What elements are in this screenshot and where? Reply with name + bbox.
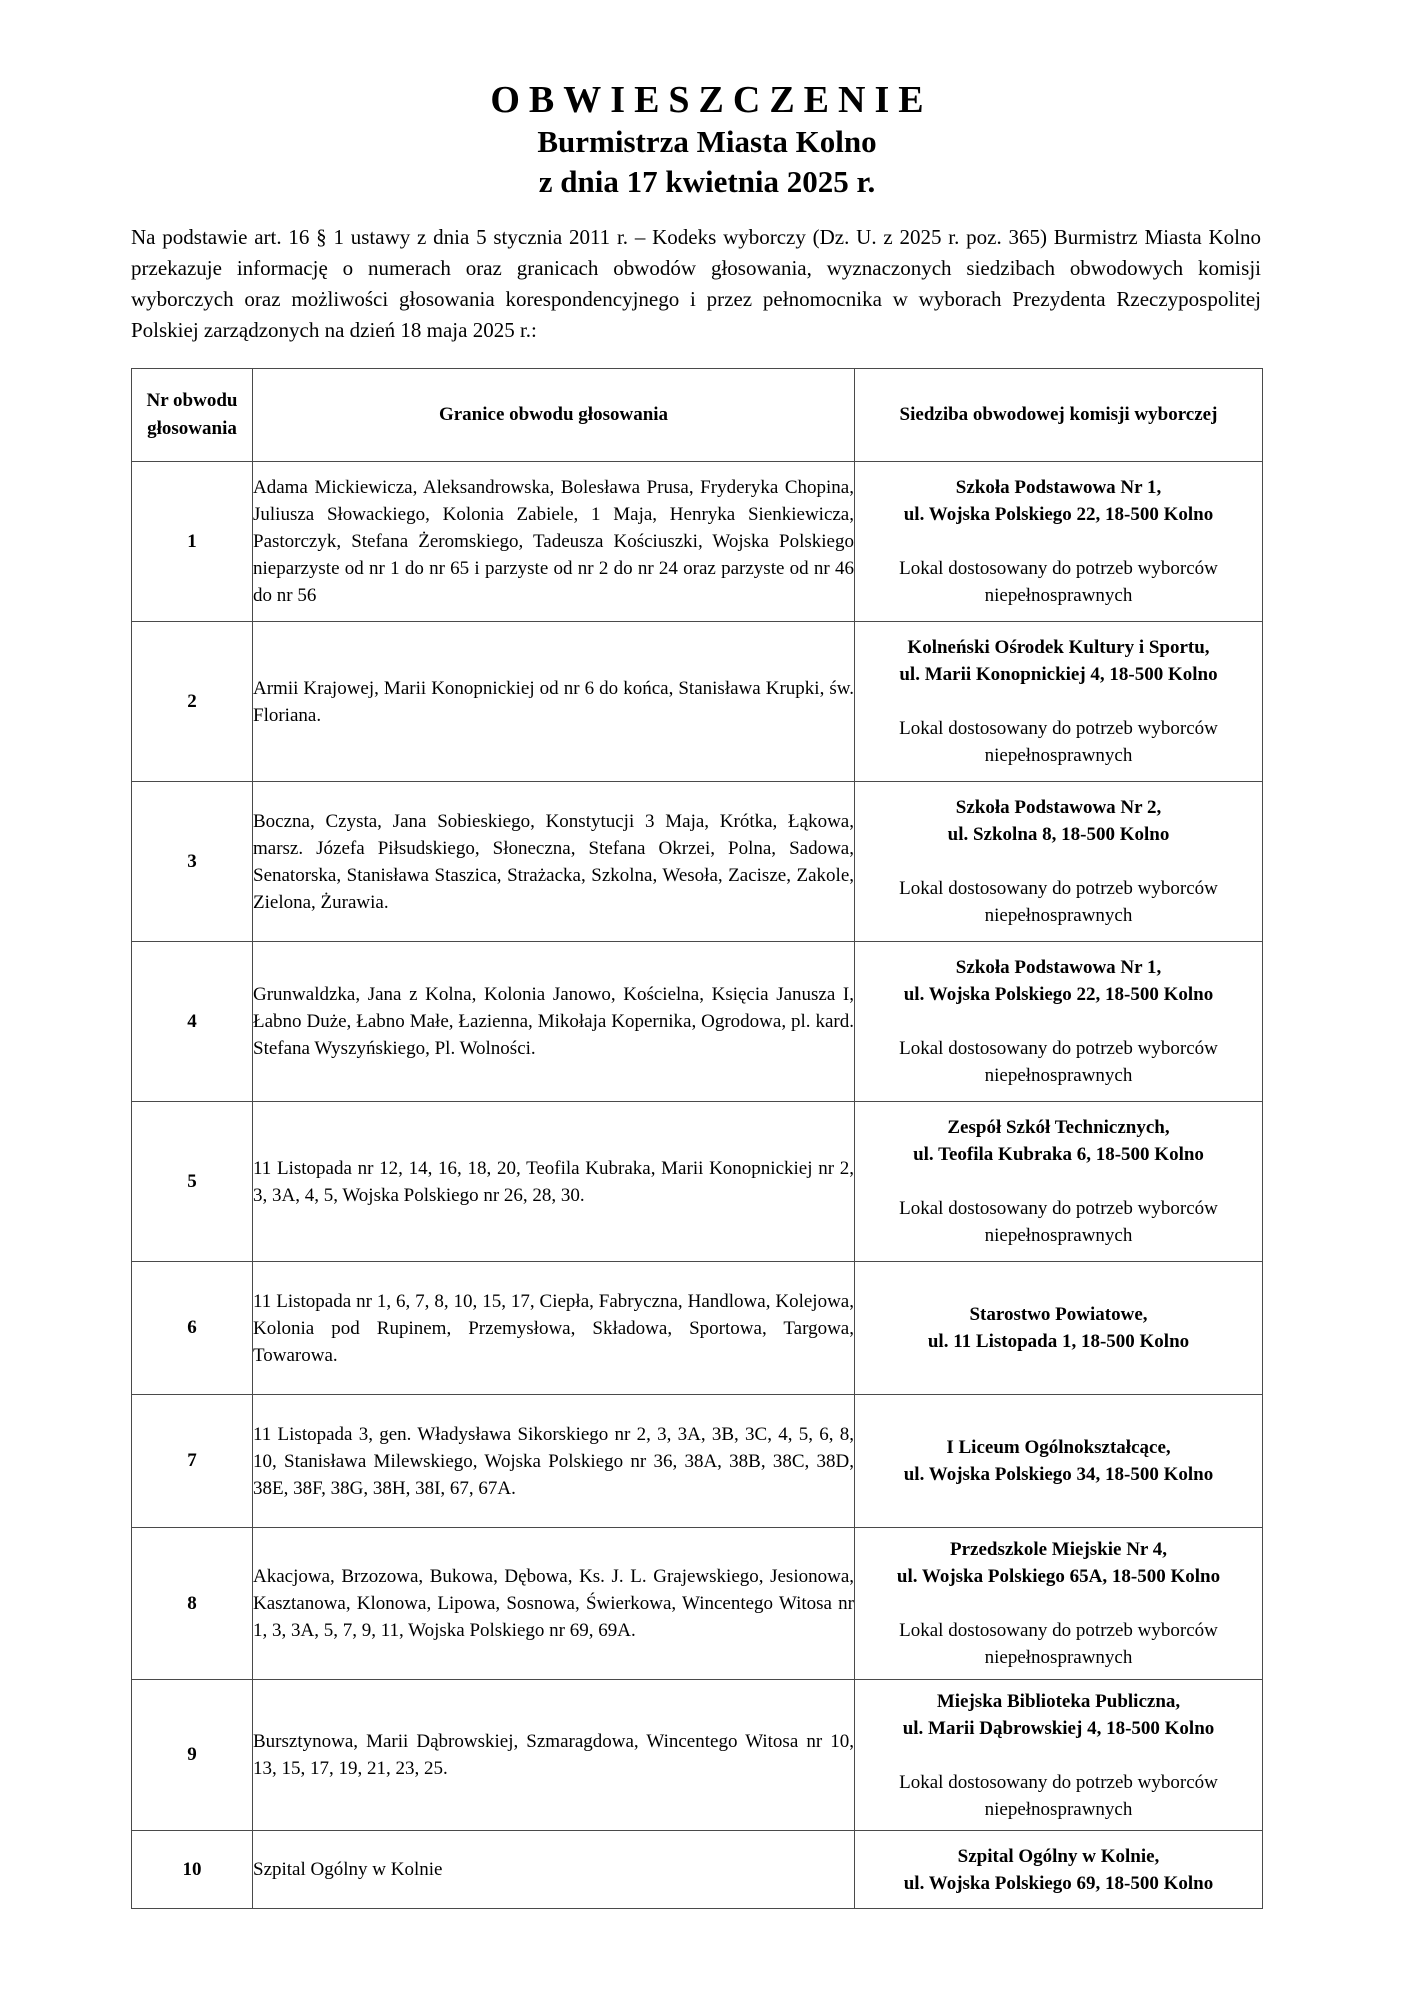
accessibility-note: Lokal dostosowany do potrzeb wyborców niepełnosprawnych	[899, 1771, 1218, 1820]
document-title: OBWIESZCZENIE	[490, 79, 933, 121]
district-boundaries: 11 Listopada nr 1, 6, 7, 8, 10, 15, 17, Ciepła, Fabryczna, Handlowa, Kolejowa, Kolonia pod Rupinem, Przemysłowa, Składowa, Sportowa, Targowa, Towarowa.	[253, 1262, 855, 1395]
table-row	[132, 782, 1263, 942]
seat-address: ul. Szkolna 8, 18-500 Kolno	[947, 824, 1170, 845]
district-boundaries: Akacjowa, Brzozowa, Bukowa, Dębowa, Ks. J. L. Grajewskiego, Jesionowa, Kasztanowa, Klonowa, Lipowa, Sosnowa, Świerkowa, Wincentego Witosa nr 1, 3, 3A, 5, 7, 9, 11, Wojska Polskiego nr 69, 69A.	[253, 1528, 855, 1680]
seat-spacer	[855, 1008, 1262, 1035]
seat-address: ul. Wojska Polskiego 69, 18-500 Kolno	[903, 1872, 1214, 1894]
district-boundaries: Bursztynowa, Marii Dąbrowskiej, Szmaragdowa, Wincentego Witosa nr 10, 13, 15, 17, 19, 21, 23, 25.	[253, 1680, 855, 1831]
district-boundaries: Boczna, Czysta, Jana Sobieskiego, Konstytucji 3 Maja, Krótka, Łąkowa, marsz. Józefa Piłsudskiego, Słoneczna, Stefana Okrzei, Polna, Sadowa, Senatorska, Stanisława Staszica, Strażacka, Szkolna, Wesoła, Zacisze, Zakole, Zielona, Żurawia.	[253, 782, 855, 942]
seat-name: Szpital Ogólny w Kolnie,	[957, 1845, 1160, 1867]
district-number: 5	[132, 1102, 253, 1262]
table-row	[132, 622, 1263, 782]
seat-name: Szkoła Podstawowa Nr 2,	[955, 797, 1162, 818]
seat-spacer	[855, 1742, 1262, 1769]
district-boundaries: Adama Mickiewicza, Aleksandrowska, Bolesława Prusa, Fryderyka Chopina, Juliusza Słowackiego, Kolonia Zabiele, 1 Maja, Henryka Sienkiewicza, Pastorczyk, Stefana Żeromskiego, Tadeusza Kościuszki, Wojska Polskiego nieparzyste od nr 1 do nr 65 i parzyste od nr 2 do nr 24 oraz parzyste od nr 46 do nr 56	[253, 462, 855, 622]
seat-address: ul. Marii Konopnickiej 4, 18-500 Kolno	[899, 664, 1218, 685]
accessibility-note: Lokal dostosowany do potrzeb wyborców niepełnosprawnych	[899, 1038, 1218, 1086]
district-number: 1	[132, 462, 253, 622]
accessibility-note: Lokal dostosowany do potrzeb wyborców niepełnosprawnych	[899, 718, 1218, 766]
header-nr: Nr obwodu głosowania	[132, 369, 253, 462]
seat-name: Starostwo Powiatowe,	[969, 1304, 1148, 1325]
seat-spacer	[855, 1168, 1262, 1195]
commission-seat	[855, 1262, 1263, 1395]
intro-paragraph: Na podstawie art. 16 § 1 ustawy z dnia 5 stycznia 2011 r. – Kodeks wyborczy (Dz. U. z 2025 r. poz. 365) Burmistrz Miasta Kolno przekazuje informację o numerach oraz granicach obwodów głosowania, wyznaczonych siedzibach obwodowych komisji wyborczych oraz możliwości głosowania korespondencyjnego i przez pełnomocnika w wyborach Prezydenta Rzeczypospolitej Polskiej zarządzonych na dzień 18 maja 2025 r.:	[131, 225, 1261, 342]
seat-address: ul. Teofila Kubraka 6, 18-500 Kolno	[913, 1144, 1204, 1165]
seat-address: ul. Wojska Polskiego 65A, 18-500 Kolno	[896, 1566, 1221, 1587]
commission-seat	[855, 1680, 1263, 1831]
seat-name: Przedszkole Miejskie Nr 4,	[949, 1539, 1168, 1560]
district-number: 7	[132, 1395, 253, 1528]
seat-name: Kolneński Ośrodek Kultury i Sportu,	[907, 637, 1210, 658]
commission-seat	[855, 622, 1263, 782]
seat-spacer	[855, 528, 1262, 555]
commission-seat	[855, 942, 1263, 1102]
seat-address: ul. Wojska Polskiego 22, 18-500 Kolno	[903, 984, 1214, 1005]
seat-name: Szkoła Podstawowa Nr 1,	[955, 957, 1162, 978]
seat-name: Zespół Szkół Technicznych,	[947, 1117, 1170, 1138]
district-number: 8	[132, 1528, 253, 1680]
commission-seat	[855, 1102, 1263, 1262]
commission-seat	[855, 462, 1263, 622]
district-number: 4	[132, 942, 253, 1102]
accessibility-note: Lokal dostosowany do potrzeb wyborców niepełnosprawnych	[899, 878, 1218, 926]
seat-spacer	[855, 848, 1262, 875]
table-row	[132, 942, 1263, 1102]
commission-seat	[855, 1528, 1263, 1680]
document-date: z dnia 17 kwietnia 2025 r.	[538, 164, 876, 199]
table-row	[132, 1262, 1263, 1395]
district-boundaries: 11 Listopada 3, gen. Władysława Sikorskiego nr 2, 3, 3A, 3B, 3C, 4, 5, 6, 8, 10, Stanisława Milewskiego, Wojska Polskiego nr 36, 38A, 38B, 38C, 38D, 38E, 38F, 38G, 38H, 38I, 67, 67A.	[253, 1395, 855, 1528]
header-boundaries: Granice obwodu głosowania	[253, 369, 855, 462]
district-number: 9	[132, 1680, 253, 1831]
document-header	[0, 78, 1414, 202]
seat-name: I Liceum Ogólnokształcące,	[946, 1437, 1171, 1458]
commission-seat	[855, 1831, 1263, 1909]
district-boundaries: Szpital Ogólny w Kolnie	[253, 1831, 855, 1909]
accessibility-note: Lokal dostosowany do potrzeb wyborców niepełnosprawnych	[899, 1620, 1218, 1668]
accessibility-note: Lokal dostosowany do potrzeb wyborców niepełnosprawnych	[899, 558, 1218, 606]
table-row	[132, 1102, 1263, 1262]
seat-spacer	[855, 688, 1262, 715]
district-number: 2	[132, 622, 253, 782]
table-row	[132, 462, 1263, 622]
document-issuer: Burmistrza Miasta Kolno	[537, 124, 877, 159]
district-number: 6	[132, 1262, 253, 1395]
seat-address: ul. Wojska Polskiego 22, 18-500 Kolno	[903, 504, 1214, 525]
table-row	[132, 1395, 1263, 1528]
seat-name: Miejska Biblioteka Publiczna,	[936, 1690, 1181, 1712]
table-header-row	[132, 369, 1263, 462]
district-boundaries: 11 Listopada nr 12, 14, 16, 18, 20, Teofila Kubraka, Marii Konopnickiej nr 2, 3, 3A, 4, 5, Wojska Polskiego nr 26, 28, 30.	[253, 1102, 855, 1262]
table-row	[132, 1528, 1263, 1680]
seat-spacer	[855, 1590, 1262, 1617]
seat-address: ul. Wojska Polskiego 34, 18-500 Kolno	[903, 1464, 1214, 1485]
table-row	[132, 1680, 1263, 1831]
seat-name: Szkoła Podstawowa Nr 1,	[955, 477, 1162, 498]
district-boundaries: Grunwaldzka, Jana z Kolna, Kolonia Janowo, Kościelna, Księcia Janusza I, Łabno Duże, Łabno Małe, Łazienna, Mikołaja Kopernika, Ogrodowa, pl. kard. Stefana Wyszyńskiego, Pl. Wolności.	[253, 942, 855, 1102]
header-seat: Siedziba obwodowej komisji wyborczej	[855, 369, 1263, 462]
district-number: 10	[132, 1831, 253, 1909]
accessibility-note: Lokal dostosowany do potrzeb wyborców niepełnosprawnych	[899, 1198, 1218, 1246]
districts-table	[131, 368, 1263, 1909]
commission-seat	[855, 782, 1263, 942]
commission-seat	[855, 1395, 1263, 1528]
seat-address: ul. Marii Dąbrowskiej 4, 18-500 Kolno	[902, 1717, 1215, 1739]
table-row	[132, 1831, 1263, 1909]
seat-address: ul. 11 Listopada 1, 18-500 Kolno	[927, 1331, 1190, 1352]
district-number: 3	[132, 782, 253, 942]
district-boundaries: Armii Krajowej, Marii Konopnickiej od nr 6 do końca, Stanisława Krupki, św. Floriana.	[253, 622, 855, 782]
